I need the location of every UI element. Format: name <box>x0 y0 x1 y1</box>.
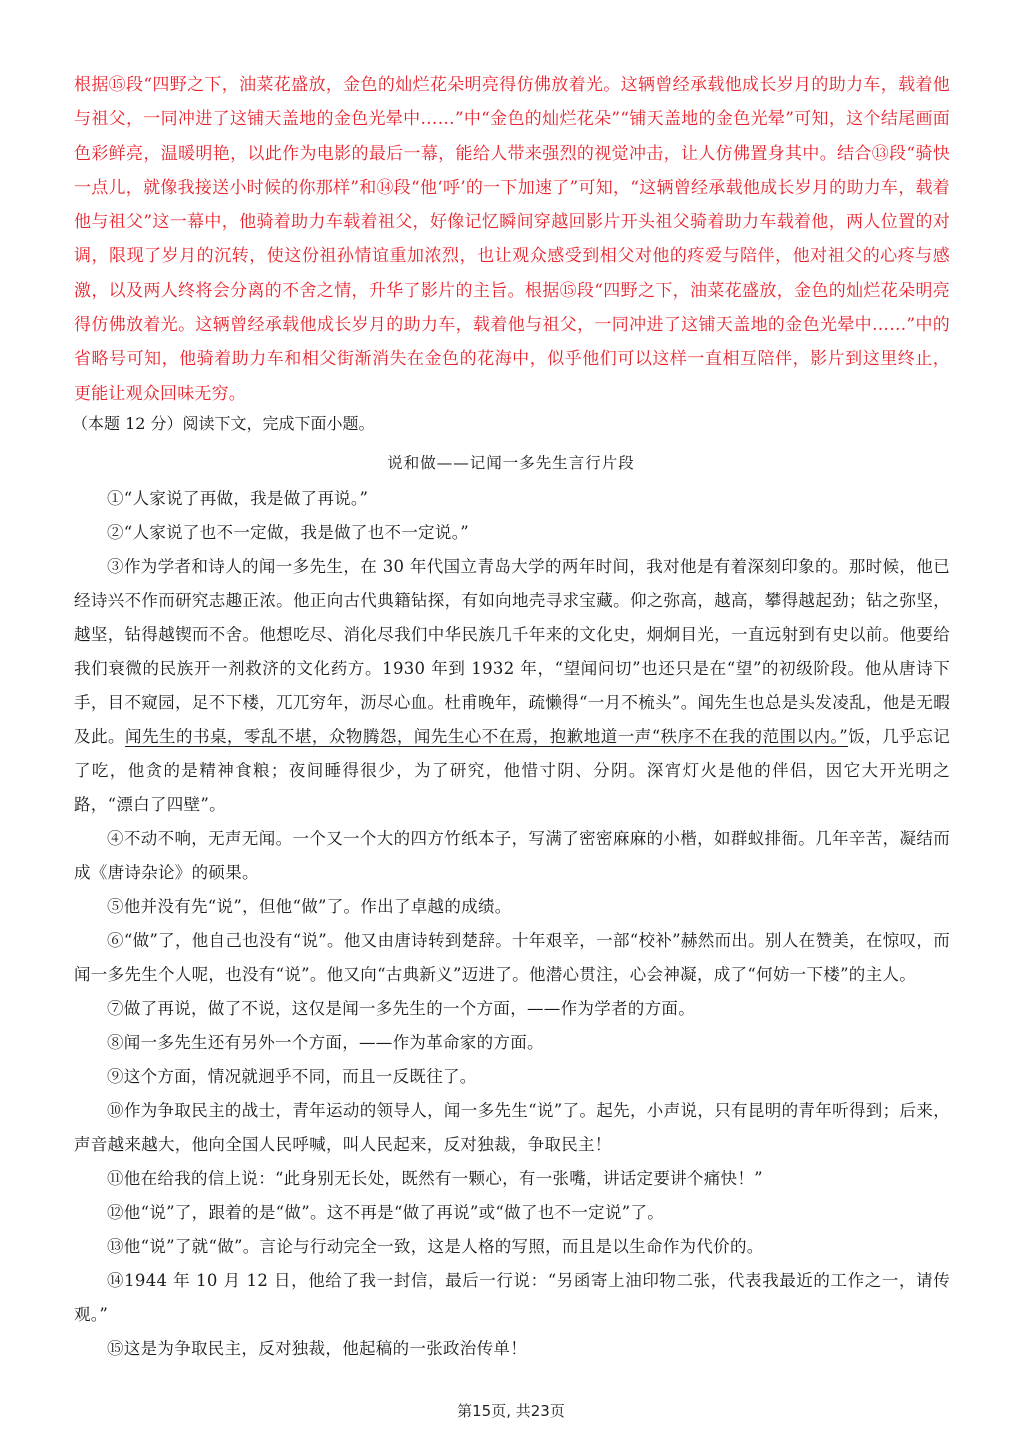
paragraph-4: ④不动不响，无声无闻。一个又一个大的四方竹纸本子，写满了密密麻麻的小楷，如群蚁排衙。几年辛苦，凝结而成《唐诗杂论》的硕果。 <box>74 829 950 882</box>
paragraph-10: ⑩作为争取民主的战士，青年运动的领导人，闻一多先生“说”了。起先，小声说，只有昆明的青年听得到；后来，声音越来越大，他向全国人民呼喊，叫人民起来，反对独裁，争取民主！ <box>74 1101 950 1154</box>
paragraph-2: ②“人家说了也不一定做，我是做了也不一定说。” <box>107 523 470 542</box>
paragraph-3-text: ③作为学者和诗人的闻一多先生，在 30 年代国立青岛大学的两年时间，我对他是有着深刻印象的。那时候，他已经诗兴不作而研究志趣正浓。他正向古代典籍钻探，有如向地壳寻求宝藏。仰之弥高，越高，攀得越起劲；钻之弥坚，越坚，钻得越锲而不舍。他想吃尽、消化尽我们中华民族几千年来的文化史，炯炯目光，一直远射到有史以前。他要给我们衰微的民族开一剂救济的文化药方。1930 年到 1932 年，“望闻问切”也还只是在“望”的初级阶段。他从唐诗下手，目不窥园，足不下楼，兀兀穷年，沥尽心血。杜甫晚年，疏懒得“一月不梳头”。闻先生也总是头发凌乱，他是无暇及此。 <box>74 557 950 746</box>
question-prompt: （本题 12 分）阅读下文，完成下面小题。 <box>72 414 375 433</box>
paragraph-14: ⑭1944 年 10 月 12 日，他给了我一封信，最后一行说：“另函寄上油印物二张，代表我最近的工作之一，请传观。” <box>74 1271 950 1324</box>
answer-analysis: 根据⑮段“四野之下，油菜花盛放，金色的灿烂花朵明亮得仿佛放着光。这辆曾经承载他成长岁月的助力车，载着他与祖父，一同冲进了这铺天盖地的金色光晕中……”中“金色的灿烂花朵”“铺天盖地的金色光晕”可知，这个结尾画面色彩鲜亮，温暖明艳，以此作为电影的最后一幕，能给人带来强烈的视觉冲击，让人仿佛置身其中。结合⑬段“骑快一点儿，就像我接送小时候的你那样”和⑭段“他‘呼’的一下加速了”可知，“这辆曾经承载他成长岁月的助力车，载着他与祖父”这一幕中，他骑着助力车载着祖父，好像记忆瞬间穿越回影片开头祖父骑着助力车载着他，两人位置的对调，限现了岁月的沉转，使这份祖孙情谊重加浓烈，也让观众感受到相父对他的疼爱与陪伴，他对祖父的心疼与感激，以及两人终将会分离的不舍之情，升华了影片的主旨。根据⑮段“四野之下，油菜花盛放，金色的灿烂花朵明亮得仿佛放着光。这辆曾经承载他成长岁月的助力车，载着他与祖父，一同冲进了这铺天盖地的金色光晕中……”中的省略号可知，他骑着助力车和相父街渐消失在金色的花海中，似乎他们可以这样一直相互陪伴，影片到这里终止，更能让观众回味无穷。 <box>74 75 950 404</box>
paragraph-6: ⑥“做”了，他自己也没有“说”。他又由唐诗转到楚辞。十年艰辛，一部“校补”赫然而出。别人在赞美，在惊叹，而闻一多先生个人呢，也没有“说”。他又向“古典新义”迈进了。他潜心贯注，心会神凝，成了“何妨一下楼”的主人。 <box>74 931 950 984</box>
paragraph-8: ⑧闻一多先生还有另外一个方面，——作为革命家的方面。 <box>107 1033 544 1052</box>
paragraph-11: ⑪他在给我的信上说：“此身别无长处，既然有一颗心，有一张嘴，讲话定要讲个痛快！” <box>107 1169 763 1188</box>
article-body <box>74 482 950 1366</box>
article-title: 说和做——记闻一多先生言行片段 <box>387 454 635 472</box>
paragraph-15: ⑮这是为争取民主，反对独裁，他起稿的一张政治传单！ <box>107 1339 527 1358</box>
paragraph-3 <box>74 550 950 822</box>
paragraph-1: ①“人家说了再做，我是做了再说。” <box>107 489 369 508</box>
paragraph-13: ⑬他“说”了就“做”。言论与行动完全一致，这是人格的写照，而且是以生命作为代价的。 <box>107 1237 764 1256</box>
paragraph-3-rest: 饭，几乎忘记了吃，他贪的是精神食粮；夜间睡得很少，为了研究，他惜寸阴、分阴。深宵灯火是他的伴侣，因它大开光明之路，“漂白了四壁”。 <box>74 727 950 814</box>
paragraph-5: ⑤他并没有先“说”，但他“做”了。作出了卓越的成绩。 <box>107 897 512 916</box>
page-number: 第15页, 共23页 <box>457 1402 565 1420</box>
paragraph-7: ⑦做了再说，做了不说，这仅是闻一多先生的一个方面，——作为学者的方面。 <box>107 999 695 1018</box>
paragraph-9: ⑨这个方面，情况就迥乎不同，而且一反既往了。 <box>107 1067 477 1086</box>
underlined-sentence: 闻先生的书桌，零乱不堪，众物腾怨，闻先生心不在焉，抱歉地道一声“秩序不在我的范围以内。” <box>124 727 849 746</box>
paragraph-12: ⑫他“说”了，跟着的是“做”。这不再是“做了再说”或“做了也不一定说”了。 <box>107 1203 665 1222</box>
